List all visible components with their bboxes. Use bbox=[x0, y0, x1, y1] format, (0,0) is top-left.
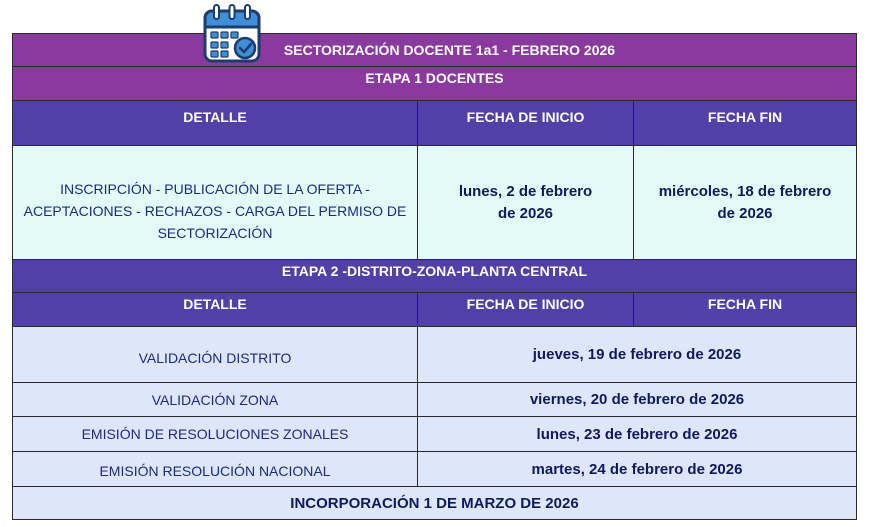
stage2-row2-date: viernes, 20 de febrero de 2026 bbox=[529, 391, 745, 408]
stage2-heading-text: ETAPA 2 -DISTRITO-ZONA-PLANTA CENTRAL bbox=[281, 263, 588, 279]
calendar-check-icon bbox=[202, 3, 262, 63]
stage2-col-detail bbox=[12, 292, 418, 327]
stage2-col-end bbox=[633, 292, 857, 327]
stage2-heading bbox=[12, 259, 857, 293]
stage1-col-start-label: FECHA DE INICIO bbox=[466, 109, 585, 125]
stage1-col-detail bbox=[12, 100, 418, 146]
stage2-row3-date: lunes, 23 de febrero de 2026 bbox=[536, 425, 738, 443]
stage1-start-text: lunes, 2 de febrero de 2026 bbox=[458, 182, 593, 222]
stage1-col-end-label: FECHA FIN bbox=[707, 109, 783, 125]
table-row bbox=[12, 416, 418, 452]
stage1-heading bbox=[12, 66, 857, 101]
stage2-col-detail-label: DETALLE bbox=[183, 296, 247, 312]
table-row-date bbox=[417, 416, 857, 452]
stage1-col-start bbox=[417, 100, 634, 146]
stage2-row1-detail: VALIDACIÓN DISTRITO bbox=[138, 349, 292, 366]
table-row-date bbox=[417, 382, 857, 417]
table-row-date bbox=[417, 326, 857, 383]
incorporation-footer bbox=[12, 486, 857, 520]
stage1-col-end bbox=[633, 100, 857, 146]
stage1-end-text: miércoles, 18 de febrero de 2026 bbox=[658, 182, 832, 222]
table-row bbox=[12, 451, 418, 487]
stage1-end-cell bbox=[633, 145, 857, 260]
stage2-row3-detail: EMISIÓN DE RESOLUCIONES ZONALES bbox=[81, 426, 349, 442]
stage2-col-start bbox=[417, 292, 634, 327]
table-row bbox=[12, 382, 418, 417]
table-title bbox=[12, 33, 857, 67]
incorporation-footer-text: INCORPORACIÓN 1 DE MARZO DE 2026 bbox=[290, 494, 579, 512]
stage2-row1-date: jueves, 19 de febrero de 2026 bbox=[532, 346, 742, 363]
stage2-col-end-label: FECHA FIN bbox=[707, 296, 783, 312]
stage2-col-start-label: FECHA DE INICIO bbox=[466, 296, 585, 312]
stage1-start-cell bbox=[417, 145, 634, 260]
stage2-row2-detail: VALIDACIÓN ZONA bbox=[151, 391, 279, 408]
stage1-heading-text: ETAPA 1 DOCENTES bbox=[365, 70, 504, 86]
table-row-date bbox=[417, 451, 857, 487]
stage1-col-detail-label: DETALLE bbox=[183, 109, 247, 125]
stage1-detail-text: INSCRIPCIÓN - PUBLICACIÓN DE LA OFERTA - ACEPTACIONES - RECHAZOS - CARGA DEL PERMISO DE SECTORIZACIÓN bbox=[23, 180, 407, 241]
table-row bbox=[12, 326, 418, 383]
table-title-text: SECTORIZACIÓN DOCENTE 1a1 - FEBRERO 2026 bbox=[283, 42, 616, 58]
stage1-detail-cell bbox=[12, 145, 418, 260]
stage2-row4-detail: EMISIÓN RESOLUCIÓN NACIONAL bbox=[99, 463, 331, 479]
stage2-row4-date: martes, 24 de febrero de 2026 bbox=[531, 460, 743, 478]
